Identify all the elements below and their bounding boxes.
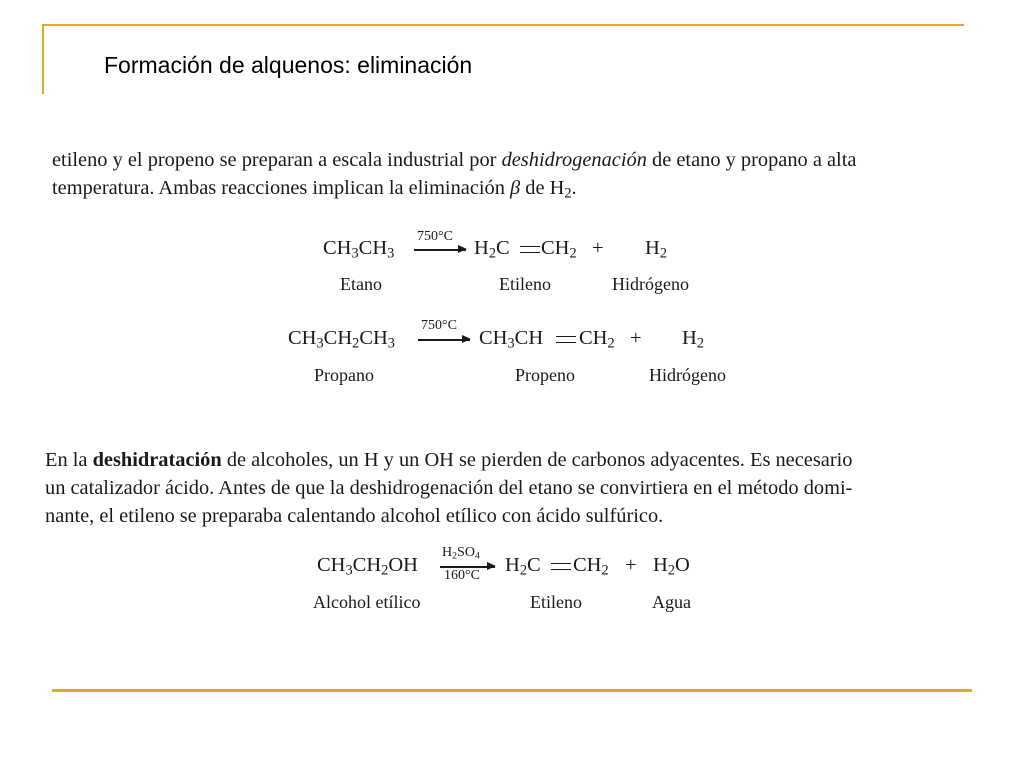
product-formula-right: $CH_2$ — [579, 327, 615, 352]
product-name: Etileno — [530, 592, 582, 612]
double-bond — [551, 563, 571, 570]
reactant-formula: $CH_3CH_2CH_3$ — [288, 327, 395, 352]
frame-top-rule — [42, 24, 964, 26]
frame-bottom-rule — [52, 689, 972, 692]
reaction-condition: 750°C — [421, 318, 457, 333]
paragraph1-line2: temperatura. Ambas reacciones implican la eliminación β de $H_2$. — [52, 177, 577, 202]
term-deshidratacion: deshidratación — [92, 449, 222, 471]
product-formula-left: $H_2C$ — [474, 237, 510, 262]
byproduct-name: Hidrógeno — [612, 274, 689, 294]
reactant-name: Alcohol etílico — [313, 592, 421, 612]
reactant-formula: $CH_3CH_3$ — [323, 237, 395, 262]
byproduct-formula: $H_2$ — [645, 237, 667, 262]
byproduct-name: Hidrógeno — [649, 365, 726, 385]
paragraph2-line3: nante, el etileno se preparaba calentando alcohol etílico con ácido sulfúrico. — [45, 505, 664, 527]
reactant-formula: $CH_3CH_2OH$ — [317, 554, 418, 579]
paragraph-dehydrogenation — [52, 146, 982, 202]
paragraph2-line1: En la deshidratación de alcoholes, un H y un OH se pierden de carbonos adyacentes. Es necesario — [45, 449, 853, 471]
reactant-name: Propano — [314, 365, 374, 385]
double-bond — [556, 336, 576, 343]
plus-sign: + — [592, 237, 604, 259]
term-deshidrogenacion: deshidrogenación — [501, 149, 647, 171]
frame-left-rule — [42, 24, 44, 94]
product-formula-left: $CH_3CH$ — [479, 327, 544, 352]
product-name: Etileno — [499, 274, 551, 294]
double-bond — [520, 246, 540, 253]
reaction-temperature: 160°C — [444, 568, 480, 583]
byproduct-formula: $H_2O$ — [653, 554, 690, 579]
paragraph2-line2: un catalizador ácido. Antes de que la deshidrogenación del etano se convirtiera en el método domi- — [45, 477, 853, 499]
plus-sign: + — [630, 327, 642, 349]
byproduct-name: Agua — [652, 592, 691, 612]
product-formula-left: $H_2C$ — [505, 554, 541, 579]
reaction-arrow — [418, 339, 470, 341]
reaction-catalyst: $H_2SO_4$ — [442, 545, 480, 562]
reactant-name: Etano — [340, 274, 382, 294]
paragraph1-line1: etileno y el propeno se preparan a escala industrial por deshidrogenación de etano y propano a alta — [52, 149, 857, 171]
product-formula-right: $CH_2$ — [573, 554, 609, 579]
beta-symbol: β — [510, 177, 521, 199]
product-formula-right: $CH_2$ — [541, 237, 577, 262]
reaction-condition: 750°C — [417, 229, 453, 244]
byproduct-formula: $H_2$ — [682, 327, 704, 352]
plus-sign: + — [625, 554, 637, 576]
reaction-arrow — [414, 249, 466, 251]
paragraph-dehydration — [45, 446, 975, 530]
product-name: Propeno — [515, 365, 575, 385]
slide-title: Formación de alquenos: eliminación — [104, 52, 473, 78]
